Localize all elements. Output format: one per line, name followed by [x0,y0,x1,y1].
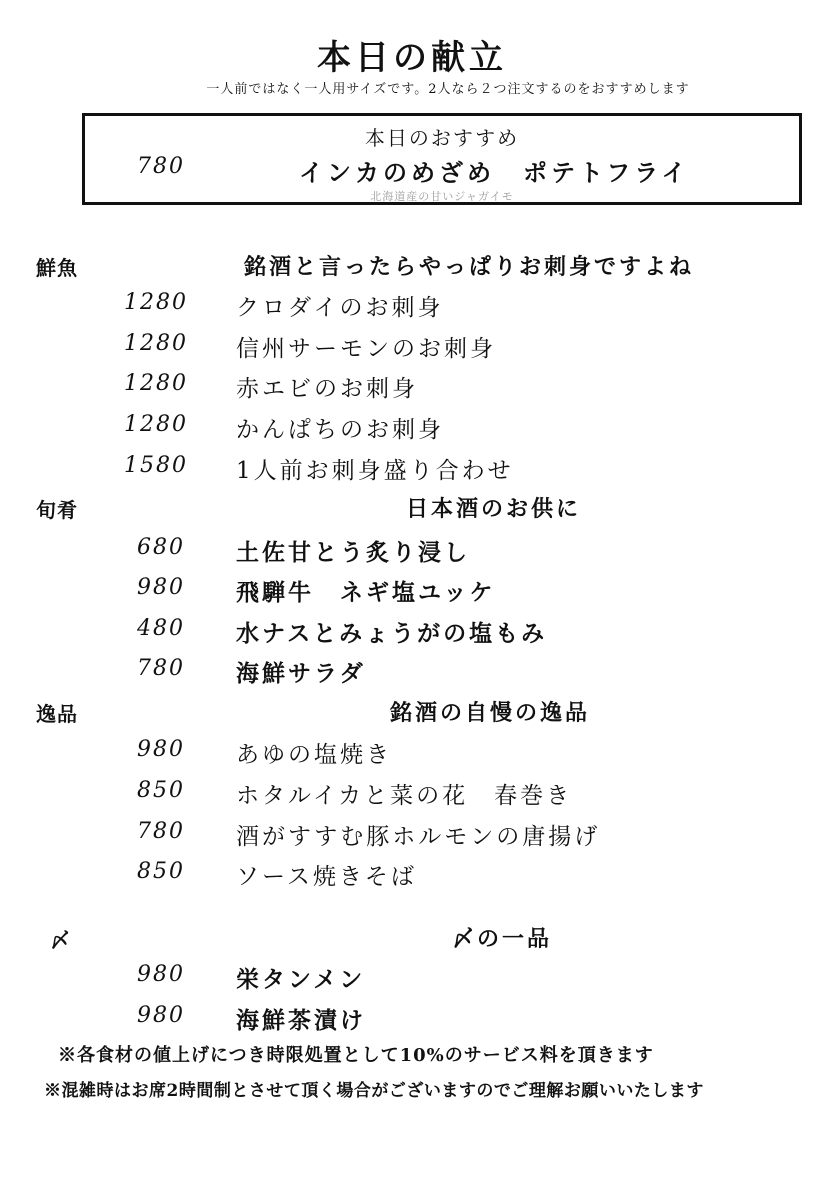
menu-item-name: ソース焼きそば [236,864,417,890]
section-title-fresh-fish: 銘酒と言ったらやっぱりお刺身ですよね [244,254,695,280]
recommendation-box [82,113,802,205]
menu-item-name: あゆの塩焼き [236,742,392,768]
menu-item-price: 780 [137,656,185,681]
footer-note-service-charge: ※各食材の値上げにつき時限処置として10%のサービス料を頂きます [58,1045,654,1066]
menu-item-price: 850 [137,859,185,884]
menu-item-name: 酒がすすむ豚ホルモンの唐揚げ [236,824,601,850]
recommendation-price: 780 [137,154,185,179]
menu-item-name: 信州サーモンのお刺身 [236,336,496,362]
menu-item-price: 980 [137,962,185,987]
section-label-finale: 〆 [50,928,71,952]
menu-item-price: 1580 [124,453,188,478]
section-title-specialty: 銘酒の自慢の逸品 [390,700,591,726]
menu-item-price: 1280 [124,371,188,396]
menu-item-name: 赤エビのお刺身 [236,376,418,402]
section-title-seasonal: 日本酒のお供に [406,496,582,522]
page-subtitle: 一人前ではなく一人用サイズです。2人なら２つ注文するのをおすすめします [206,82,690,97]
menu-item-price: 980 [137,1003,185,1028]
recommendation-heading: 本日のおすすめ [364,126,520,150]
section-label-specialty: 逸品 [36,702,78,726]
menu-item-price: 480 [137,616,185,641]
menu-item-price: 850 [137,778,185,803]
menu-item-price: 980 [137,575,185,600]
footer-note-time-limit: ※混雑時はお席2時間制とさせて頂く場合がございますのでご理解お願いいたします [44,1081,704,1101]
menu-item-name: かんぱちのお刺身 [236,417,444,443]
menu-item-name: ホタルイカと菜の花 春巻き [236,783,573,809]
menu-item-price: 1280 [124,331,188,356]
menu-item-name: 海鮮サラダ [236,660,366,687]
menu-item-name: 土佐甘とう炙り浸し [236,539,470,566]
menu-item-price: 1280 [124,290,188,315]
menu-item-name: 水ナスとみょうがの塩もみ [236,620,548,647]
menu-item-name: 1人前お刺身盛り合わせ [236,458,514,484]
recommendation-note: 北海道産の甘いジャガイモ [370,190,514,203]
recommendation-name: インカのめざめ ポテトフライ [299,158,690,187]
menu-item-name: 栄タンメン [236,966,366,993]
menu-item-name: 飛騨牛 ネギ塩ユッケ [236,579,496,606]
section-title-finale: 〆の一品 [452,926,553,952]
menu-item-name: 海鮮茶漬け [236,1007,366,1034]
menu-item-price: 1280 [124,412,188,437]
menu-item-price: 780 [137,819,185,844]
section-label-fresh-fish: 鮮魚 [36,256,78,280]
menu-item-price: 680 [137,535,185,560]
menu-item-name: クロダイのお刺身 [236,295,444,321]
section-label-seasonal: 旬肴 [36,498,78,522]
page-title: 本日の献立 [317,38,507,78]
menu-item-price: 980 [137,737,185,762]
